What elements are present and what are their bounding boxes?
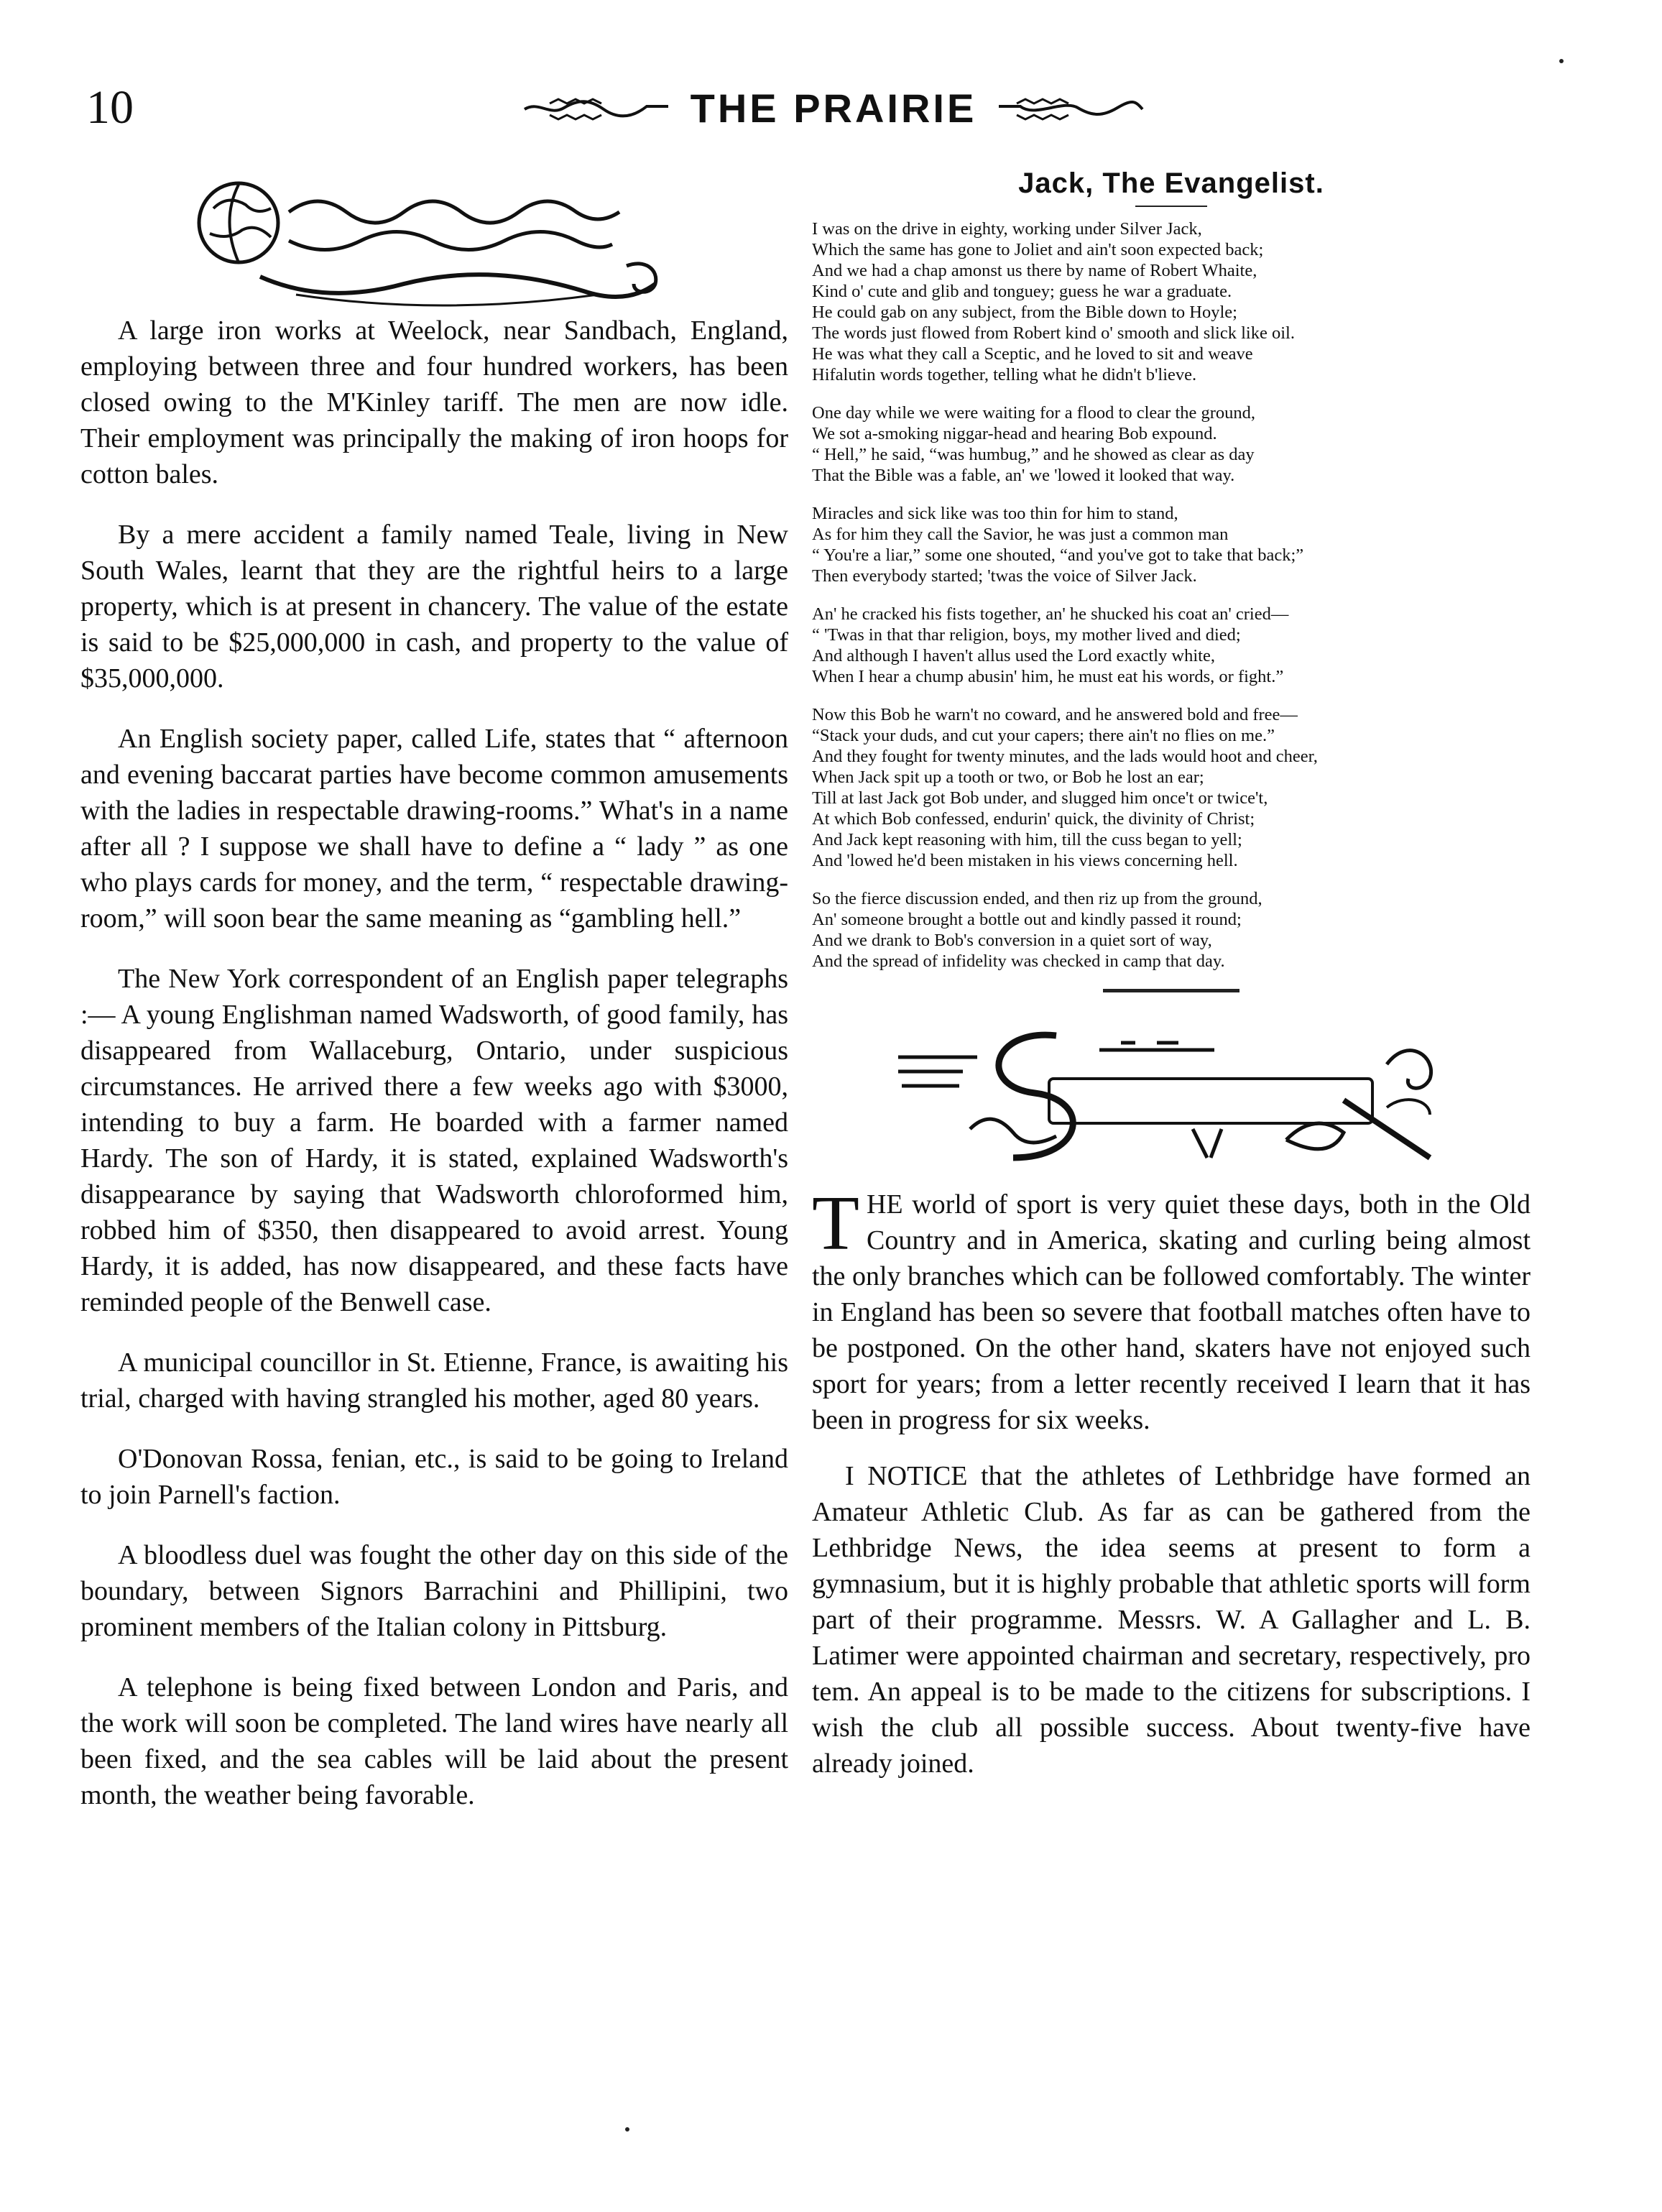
poem-line: And we drank to Bob's conversion in a quiet sort of way,	[812, 931, 1212, 950]
poem-line: “ You're a liar,” some one shouted, “and you've got to take that back;”	[812, 545, 1304, 565]
sporting-paragraph-text: that the athletes of Lethbridge have formed an Amateur Athletic Club. As far as can be gathered from the Lethbridge News, the idea seems at present to form a gymnasium, but it is highly probable that athletic sports will form part of their programme. Messrs. W. A Gallagher and L. B. Latimer were appointed chairman and secretary, respectively, pro tem. An appeal is to be made to the citizens for subscriptions. I wish the club all possible success. About twenty-five have already joined.	[812, 1461, 1531, 1779]
poem-stanza	[812, 604, 1531, 687]
poem-line: We sot a-smoking niggar-head and hearing Bob expound.	[812, 424, 1217, 443]
poem-line: “ Hell,” he said, “was humbug,” and he showed as clear as day	[812, 445, 1255, 464]
poem-line: I was on the drive in eighty, working under Silver Jack,	[812, 219, 1202, 239]
poem-line: Miracles and sick like was too thin for him to stand,	[812, 504, 1178, 523]
right-column	[812, 162, 1531, 2174]
sporting-paragraph-text: HE world of sport is very quiet these days, both in the Old Country and in America, skating and curling being almost the only branches which can be followed comfortably. The winter in England has been so severe that football matches often have to be postponed. On the other hand, skaters have not enjoyed such sport for years; from a letter recently received I learn that it has been in progress for six weeks.	[812, 1189, 1531, 1435]
sporting-news-banner	[884, 1021, 1459, 1165]
poem-line: So the fierce discussion ended, and then riz up from the ground,	[812, 889, 1262, 908]
masthead-title: THE PRAIRIE	[690, 85, 977, 131]
left-flourish-icon	[521, 93, 672, 122]
poem-line: And the spread of infidelity was checked in camp that day.	[812, 951, 1225, 971]
poem-line: Hifalutin words together, telling what he didn't b'lieve.	[812, 365, 1197, 384]
poem-stanza	[812, 218, 1531, 385]
drop-cap: T	[812, 1181, 859, 1266]
poem-line: Which the same has gone to Joliet and ain't soon expected back;	[812, 240, 1264, 259]
news-paragraph: An English society paper, called Life, states that “ afternoon and evening baccarat parties have become common amusements with the ladies in respectable drawing-rooms.” What's in a name after all ? I suppose we shall have to define a “ lady ” as one who plays cards for money, and the term, “ respectable drawing-room,” will soon bear the same meaning as “gambling hell.”	[80, 724, 788, 934]
poem-stanza	[812, 888, 1531, 972]
poem-line: An' he cracked his fists together, an' he shucked his coat an' cried—	[812, 604, 1289, 624]
poem-line: That the Bible was a fable, an' we 'lowed it looked that way.	[812, 466, 1235, 485]
poem-line: Now this Bob he warn't no coward, and he answered bold and free—	[812, 705, 1298, 724]
poem-line: When I hear a chump abusin' him, he must eat his words, or fight.”	[812, 667, 1284, 686]
poem-line: Then everybody started; 'twas the voice of Silver Jack.	[812, 566, 1197, 586]
poem-line: And they fought for twenty minutes, and the lads would hoot and cheer,	[812, 747, 1318, 766]
news-paragraph: A telephone is being fixed between London and Paris, and the work will soon be completed. The land wires have nearly all been fixed, and the sea cables will be laid about the present month, the weather being favorable.	[80, 1672, 788, 1810]
news-paragraph: A municipal councillor in St. Etienne, France, is awaiting his trial, charged with having strangled his mother, aged 80 years.	[80, 1347, 788, 1414]
news-paragraph: A bloodless duel was fought the other day on this side of the boundary, between Signors Barrachini and Phillipini, two prominent members of the Italian colony in Pittsburg.	[80, 1540, 788, 1642]
poem-line: At which Bob confessed, endurin' quick, the divinity of Christ;	[812, 809, 1255, 829]
poem-line: He was what they call a Sceptic, and he loved to sit and weave	[812, 344, 1253, 364]
poem-line: And we had a chap amonst us there by name of Robert Whaite,	[812, 261, 1257, 280]
stray-mark	[1559, 59, 1564, 63]
poem-line: Kind o' cute and glib and tonguey; guess he war a graduate.	[812, 282, 1232, 301]
poem-line: An' someone brought a bottle out and kindly passed it round;	[812, 910, 1242, 929]
poem-line: And 'lowed he'd been mistaken in his views concerning hell.	[812, 851, 1238, 870]
poem-line: And although I haven't allus used the Lord exactly white,	[812, 646, 1215, 665]
masthead	[503, 79, 1164, 137]
left-column	[80, 162, 788, 2174]
news-paragraph: By a mere accident a family named Teale, living in New South Wales, learnt that they are the rightful heirs to a large property, which is at present in chancery. The value of the estate is said to be $25,000,000 in cash, and property to the value of $35,000,000.	[80, 520, 788, 693]
poem-line: “Stack your duds, and cut your capers; there ain't no flies on me.”	[812, 726, 1275, 745]
poem-line: The words just flowed from Robert kind o' smooth and slick like oil.	[812, 323, 1295, 343]
stray-mark	[625, 2127, 629, 2132]
world-wide-affairs-banner	[181, 169, 691, 313]
news-paragraph: The New York correspondent of an English paper telegraphs :— A young Englishman named Wadsworth, of good family, has disappeared from Wallaceburg, Ontario, under suspicious circumstances. He arrived there a few weeks ago with $3000, intending to buy a farm. He boarded with a farmer named Hardy. The son of Hardy, it is stated, explained Wadsworth's disappearance by saying that Wadsworth chloroformed him, robbed him of $350, then disappeared to avoid arrest. Young Hardy, it is added, has now disappeared, and these facts have reminded people of the Benwell case.	[80, 964, 788, 1317]
poem-line: As for him they call the Savior, he was just a common man	[812, 525, 1229, 544]
section-divider	[1103, 989, 1239, 992]
paragraph-lead: I NOTICE	[845, 1461, 968, 1491]
page-number: 10	[86, 81, 134, 134]
sporting-paragraph	[812, 1458, 1531, 1782]
poem-line: One day while we were waiting for a flood to clear the ground,	[812, 403, 1256, 423]
poem-line: “ 'Twas in that thar religion, boys, my mother lived and died;	[812, 625, 1241, 645]
poem-stanza	[812, 503, 1531, 586]
news-paragraph: O'Donovan Rossa, fenian, etc., is said to be going to Ireland to join Parnell's faction.	[80, 1444, 788, 1510]
title-rule	[1135, 206, 1207, 207]
sporting-paragraph	[812, 1181, 1531, 1438]
poem-line: When Jack spit up a tooth or two, or Bob he lost an ear;	[812, 768, 1204, 787]
poem-line: Till at last Jack got Bob under, and slugged him once't or twice't,	[812, 788, 1268, 808]
news-paragraph: A large iron works at Weelock, near Sandbach, England, employing between three and four hundred workers, has been closed owing to the M'Kinley tariff. The men are now idle. Their employment was principally the making of iron hoops for cotton bales.	[80, 315, 788, 489]
poem-stanza	[812, 704, 1531, 871]
poem-line: He could gab on any subject, from the Bible down to Hoyle;	[812, 303, 1237, 322]
poem-stanza	[812, 402, 1531, 486]
right-flourish-icon	[995, 93, 1146, 122]
poem-line: And Jack kept reasoning with him, till the cuss began to yell;	[812, 830, 1242, 849]
page-header	[0, 79, 1662, 137]
poem-title: Jack, The Evangelist.	[1018, 167, 1324, 199]
